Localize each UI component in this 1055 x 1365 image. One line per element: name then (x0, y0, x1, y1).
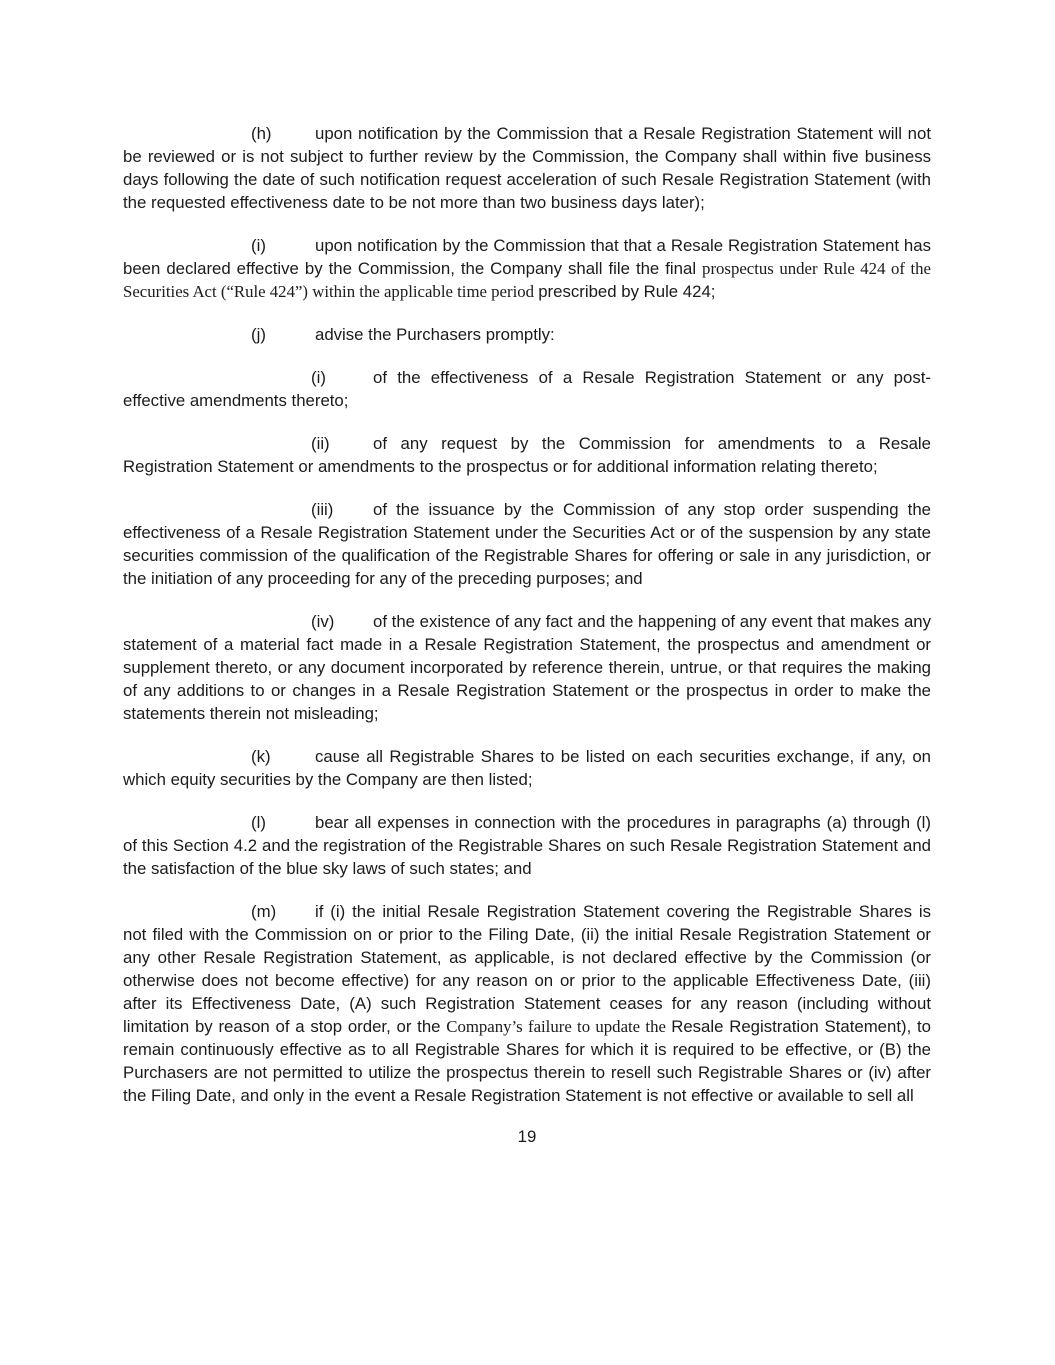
paragraph-m-text-start: if (i) the initial Resale Registration Statement covering the Registrable Shares is not filed with the Commission on or prior to the Filing Date, (ii) the initial Resale Registration Statement or any other Resale Registration Statement, as applicable, is not declared effective by the Commission (or otherwise does not become effective) for any reason on or prior to the applicable Effectiveness Date, (iii) after its Effectiveness Date, (A) such Registration Statement ceases for any reason (including without limitation by reason of a stop order, or the (123, 902, 931, 1036)
paragraph-j-sub-ii-text: of any request by the Commission for amendments to a Resale Registration Statement or amendments to the prospectus or for additional information relating thereto; (123, 434, 931, 476)
paragraph-j (123, 323, 931, 346)
paragraph-l (123, 811, 931, 880)
paragraph-h-text: upon notification by the Commission that a Resale Registration Statement will not be reviewed or is not subject to further review by the Commission, the Company shall within five business days following the date of such notification request acceleration of such Resale Registration Statement (with the requested effectiveness date to be not more than two business days later); (123, 124, 931, 212)
paragraph-j-label: (j) (251, 325, 266, 344)
paragraph-h-label: (h) (251, 124, 272, 143)
paragraph-k-text: cause all Registrable Shares to be listed on each securities exchange, if any, on which equity securities by the Company are then listed; (123, 747, 931, 789)
paragraph-j-sub-iii-text: of the issuance by the Commission of any stop order suspending the effectiveness of a Resale Registration Statement under the Securities Act or of the suspension by any state securities commission of the qualification of the Registrable Shares for offering or sale in any jurisdiction, or the initiation of any proceeding for any of the preceding purposes; and (123, 500, 931, 588)
paragraph-k (123, 745, 931, 791)
paragraph-m-text-serif: Company’s failure to update the (446, 1017, 672, 1036)
paragraph-j-sub-iv-text: of the existence of any fact and the happening of any event that makes any statement of a material fact made in a Resale Registration Statement, the prospectus and amendment or supplement thereto, or any document incorporated by reference therein, untrue, or that requires the making of any additions to or changes in a Resale Registration Statement or the prospectus in order to make the statements therein not misleading; (123, 612, 931, 723)
paragraph-m-text-end: Resale Registration Statement), to remain continuously effective as to all Registrable Shares for which it is required to be effective, or (B) the Purchasers are not permitted to utilize the prospectus therein to resell such Registrable Shares or (iv) after the Filing Date, and only in the event a Resale Registration Statement is not effective or available to sell all (123, 1017, 931, 1105)
paragraph-j-sub-i-text: of the effectiveness of a Resale Registration Statement or any post-effective amendments thereto; (123, 368, 931, 410)
paragraph-h (123, 122, 931, 214)
paragraph-i-label: (i) (251, 236, 266, 255)
paragraph-j-sub-ii (123, 432, 931, 478)
paragraph-i (123, 234, 931, 303)
paragraph-k-label: (k) (251, 747, 271, 766)
paragraph-m-label: (m) (251, 902, 277, 921)
paragraph-j-sub-ii-label: (ii) (311, 434, 330, 453)
paragraph-j-sub-i-label: (i) (311, 368, 326, 387)
paragraph-m (123, 900, 931, 1107)
paragraph-j-sub-iv (123, 610, 931, 725)
paragraph-j-sub-i (123, 366, 931, 412)
paragraph-i-text-start: upon notification by the Commission that that a Resale Registration Statement has been declared effective by the Commission, the Company shall file the final (123, 236, 931, 278)
paragraph-i-text-serif: prospectus under Rule 424 of the Securities Act (“Rule 424”) within the applicable time period (123, 259, 931, 301)
paragraph-l-text: bear all expenses in connection with the procedures in paragraphs (a) through (l) of this Section 4.2 and the registration of the Registrable Shares on such Resale Registration Statement and the satisfaction of the blue sky laws of such states; and (123, 813, 931, 878)
paragraph-j-text: advise the Purchasers promptly: (315, 325, 555, 344)
paragraph-j-sub-iii-label: (iii) (311, 500, 334, 519)
paragraph-j-sub-iv-label: (iv) (311, 612, 335, 631)
paragraph-l-label: (l) (251, 813, 266, 832)
paragraph-i-text-end: prescribed by Rule 424; (538, 282, 716, 301)
page-number: 19 (517, 1127, 537, 1146)
paragraph-j-sub-iii (123, 498, 931, 590)
